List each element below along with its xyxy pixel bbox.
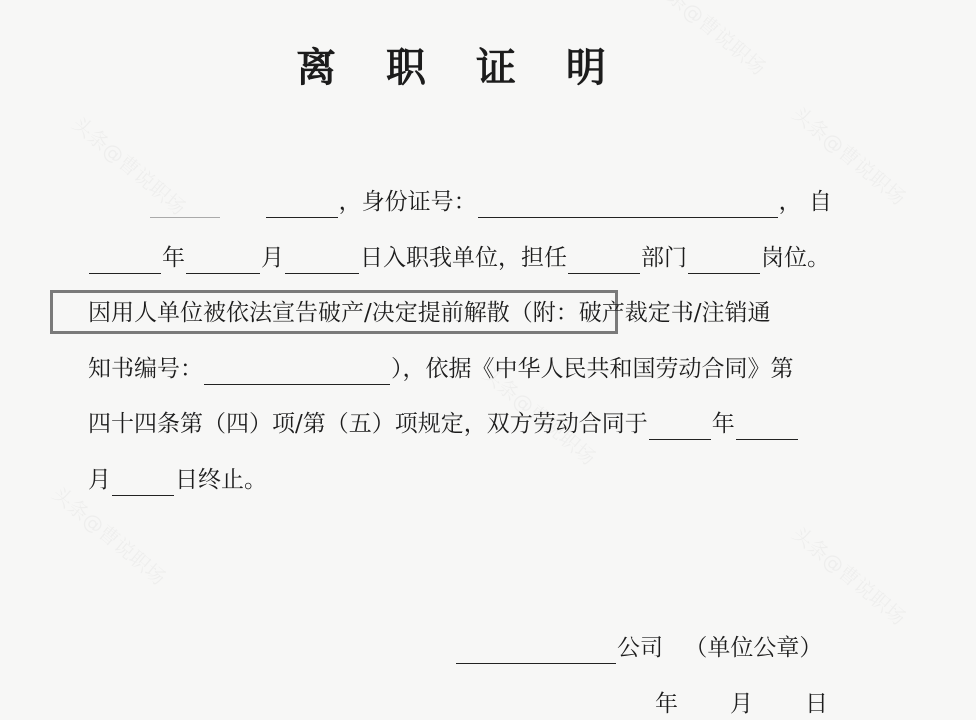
company-label: 公司 [617, 635, 663, 661]
end-month-label: 月 [88, 467, 111, 493]
notice-label: 知书编号： [88, 356, 203, 382]
law-reference: ），依据《中华人民共和国劳动合同》第 [391, 356, 794, 382]
reason-text: 因用人单位被依法宣告破产/决定提前解散（附：破产裁定书/注销通 [88, 300, 771, 326]
date-year-label: 年 [655, 691, 678, 717]
entry-day-blank [285, 249, 359, 274]
month-label: 月 [261, 245, 284, 271]
dept-label: 部门 [641, 245, 687, 271]
year-label: 年 [162, 245, 185, 271]
seal-label: （单位公章） [684, 635, 823, 661]
entry-year-blank [89, 249, 161, 274]
reason-line [88, 297, 771, 329]
end-date-line [88, 464, 267, 496]
entry-text: 日入职我单位，担任 [360, 245, 567, 271]
id-number-blank [478, 193, 778, 218]
entry-date-line [88, 242, 830, 274]
post-blank [688, 249, 760, 274]
end-text: 日终止。 [175, 467, 267, 493]
clause-line [88, 408, 799, 440]
end-year-label: 年 [711, 411, 735, 437]
id-label: ，身份证号： [338, 189, 477, 215]
company-name-blank [456, 639, 616, 664]
page-title: 离 职 证 明 [296, 44, 624, 91]
watermark [787, 518, 913, 630]
department-blank [568, 249, 640, 274]
name-field-blank [266, 193, 338, 218]
notice-number-blank [204, 360, 390, 385]
end-month-blank [736, 415, 798, 440]
clause-text: 四十四条第（四）项/第（五）项规定，双方劳动合同于 [88, 411, 648, 437]
entry-month-blank [186, 249, 260, 274]
name-blank [150, 193, 220, 218]
signature-date [655, 688, 828, 720]
date-month-label: 月 [730, 691, 753, 717]
date-day-label: 日 [805, 691, 828, 717]
notice-number-line [88, 353, 794, 385]
line1-tail: ， 自 [778, 189, 832, 215]
name-id-line [150, 186, 832, 218]
company-signature [455, 632, 822, 664]
end-day-blank [112, 471, 174, 496]
end-year-blank [649, 415, 711, 440]
post-label: 岗位。 [761, 245, 830, 271]
